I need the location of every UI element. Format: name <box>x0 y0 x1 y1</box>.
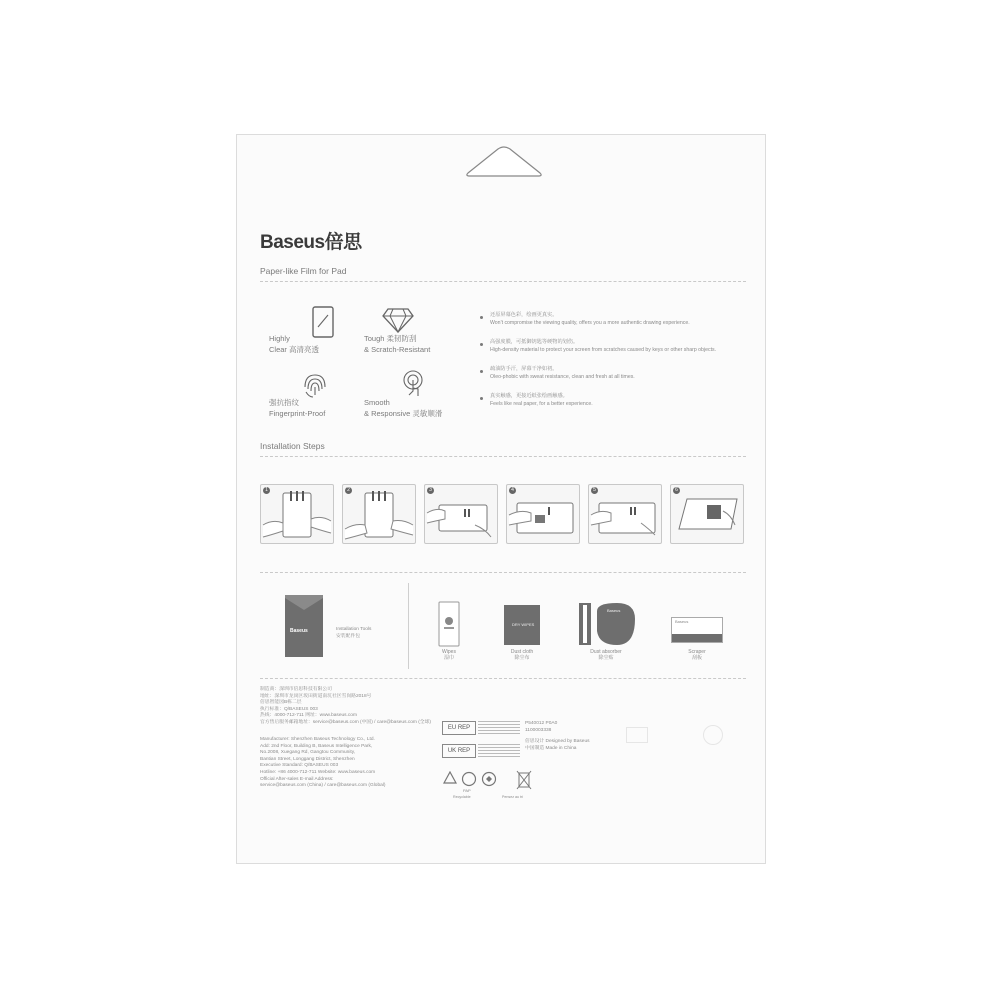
dust-absorber-card-text: Baseus <box>607 608 621 613</box>
info-line: 地址：深圳市龙岗区坂田街道南坑社区雪岗路2018号 <box>260 693 372 699</box>
info-line: 官方售后服务邮箱地址：service@baseus.com (中国) / care@baseus.com (全球) <box>260 719 431 725</box>
bullet-en: High-density material to protect your screen from scratches caused by keys or other sharp objects. <box>490 347 717 353</box>
feature-clear <box>269 333 319 355</box>
step-illustration-icon <box>589 485 661 543</box>
product-title: Paper-like Film for Pad <box>260 266 347 276</box>
tools-group-cn: 安装配件包 <box>336 633 360 639</box>
manufacturer-info-en <box>260 737 385 790</box>
recycle-label: Recyclable <box>453 795 471 799</box>
dust-cloth-card-text: DRY WIPES <box>512 622 535 627</box>
scraper-card-text: Baseus <box>675 619 689 624</box>
tool-cn: 除尘布 <box>514 655 530 661</box>
info-line: 倍思智能园B栋二层 <box>260 700 302 706</box>
diamond-icon <box>382 307 414 333</box>
step-number: 2 <box>345 487 352 494</box>
bullet-en: Won't compromise the viewing quality, offers you a more authentic drawing experience. <box>490 320 690 326</box>
uk-rep-address <box>478 744 520 758</box>
info-line: 制造商：深圳市倍思科技有限公司 <box>260 687 332 692</box>
bullet-en: Feels like real paper, for a better experience. <box>490 401 593 407</box>
info-line: Executive Standard: Q/BASEUS 003 <box>260 763 339 769</box>
installation-step <box>424 484 498 544</box>
barcode-area <box>626 727 648 743</box>
bullet-cn: 高强度膜，可抵御钥匙等硬物的划伤。 <box>490 339 579 345</box>
tool-en: Dust cloth <box>510 649 534 655</box>
installation-step <box>506 484 580 544</box>
divider <box>260 281 746 282</box>
installation-title: Installation Steps <box>260 441 325 451</box>
tool-cn: 湿巾 <box>443 655 454 661</box>
pap-label: PAP <box>463 788 471 793</box>
origin-block <box>525 739 590 752</box>
tools-group-label <box>336 627 371 640</box>
pouch-label: Baseus <box>290 628 308 634</box>
feature-line: Tough 柔韧防刮 <box>364 334 417 343</box>
tool-label-dust-cloth <box>492 649 552 661</box>
eu-rep-address <box>478 721 520 735</box>
package-back-panel <box>236 134 766 864</box>
info-line: No.2008, Xuegang Rd, Gangtou Community, <box>260 750 356 756</box>
tool-en: Dust absorber <box>590 649 622 655</box>
divider <box>260 572 746 573</box>
step-number: 5 <box>591 487 598 494</box>
uk-rep-mark: UK REP <box>442 744 476 758</box>
product-code-block <box>525 721 557 734</box>
installation-step <box>670 484 744 544</box>
step-illustration-icon <box>425 485 497 543</box>
info-line: 热线：4000-712-711 网址：www.baseus.com <box>260 713 357 719</box>
step-illustration-icon <box>261 485 333 543</box>
fingerprint-icon <box>301 371 329 399</box>
feature-bullets <box>480 311 750 419</box>
installation-step <box>342 484 416 544</box>
feature-tough <box>364 333 430 355</box>
tools-divider <box>408 583 409 669</box>
hang-hole-icon <box>464 145 544 177</box>
tool-cn: 刮板 <box>691 655 702 661</box>
info-line: Add: 2nd Floor, Building B, Baseus Intelligence Park, <box>260 743 373 749</box>
feature-line: Smooth <box>364 398 390 407</box>
feature-fingerprint <box>269 397 325 419</box>
feature-line: 强抗指纹 <box>269 398 299 407</box>
product-code: P540012 P0A0 <box>525 721 558 726</box>
bullet-cn: 还原屏幕色彩，绘画更真实。 <box>490 312 558 318</box>
tool-en: Scraper <box>688 649 706 655</box>
seal-mark <box>703 725 723 745</box>
info-line: service@baseus.com (China) / care@baseus.com (Global) <box>260 783 386 789</box>
info-line: Manufacturer: Shenzhen Baseus Technology Co., Ltd. <box>260 737 375 742</box>
bullet-cn: 真实触感，更接近纸张绘画触感。 <box>490 393 568 399</box>
bullet-item <box>480 311 750 327</box>
installation-step <box>588 484 662 544</box>
tool-label-dust-absorber <box>576 649 636 661</box>
touch-icon <box>399 369 427 399</box>
step-number: 6 <box>673 487 680 494</box>
step-illustration-icon <box>507 485 579 543</box>
triman-icon <box>481 771 497 787</box>
recycle-icon <box>442 771 458 787</box>
tool-label-scraper <box>667 649 727 661</box>
bullet-en: Oleo-phobic with sweat resistance, clean and fresh at all times. <box>490 374 635 380</box>
tool-cn: 除尘贴 <box>598 655 614 661</box>
divider <box>260 456 746 457</box>
tools-group-en: Installation Tools <box>336 627 372 632</box>
tool-en: Wipes <box>442 649 456 655</box>
step-illustration-icon <box>343 485 415 543</box>
bullet-item <box>480 338 750 354</box>
tool-label-wipes <box>419 649 479 661</box>
barcode-number: 1100003338 <box>525 727 552 733</box>
feature-line: & Scratch-Resistant <box>364 345 431 354</box>
bullet-item <box>480 392 750 408</box>
info-line: Hotline: +86 4000-712-711 Website: www.baseus.com <box>260 769 376 775</box>
feature-line: Clear 高清亮透 <box>269 345 320 354</box>
bullet-item <box>480 365 750 381</box>
manufacturer-info-cn <box>260 687 431 727</box>
triman-label: Pensez au tri <box>502 795 523 799</box>
info-line: Official After-sales E-mail Address: <box>260 776 334 782</box>
made-in-china: 中国制造 Made in China <box>525 745 577 751</box>
wipes-icon <box>438 601 460 647</box>
step-number: 4 <box>509 487 516 494</box>
pap-recycle-icon <box>461 771 477 787</box>
eu-rep-mark: EU REP <box>442 721 476 735</box>
feature-line: Highly <box>269 334 290 343</box>
info-line: Bantian Street, Longgang District, Shenzhen <box>260 756 355 762</box>
feature-smooth <box>364 397 442 419</box>
bullet-cn: 疏油防手汗，屏幕干净如初。 <box>490 366 558 372</box>
info-line: 执行标准：Q/BASEUS 003 <box>260 706 318 712</box>
step-illustration-icon <box>671 485 743 543</box>
weee-bin-icon <box>505 769 545 793</box>
brand-logo: Baseus倍思 <box>260 232 362 253</box>
installation-step <box>260 484 334 544</box>
step-number: 1 <box>263 487 270 494</box>
divider <box>260 678 746 679</box>
designed-by: 倍思设计 Designed by Baseus <box>525 739 590 744</box>
feature-line: & Responsive 灵敏顺滑 <box>364 409 443 418</box>
scraper-band <box>672 634 722 642</box>
step-number: 3 <box>427 487 434 494</box>
feature-line: Fingerprint-Proof <box>269 409 326 418</box>
tool-pouch-icon <box>283 593 325 659</box>
